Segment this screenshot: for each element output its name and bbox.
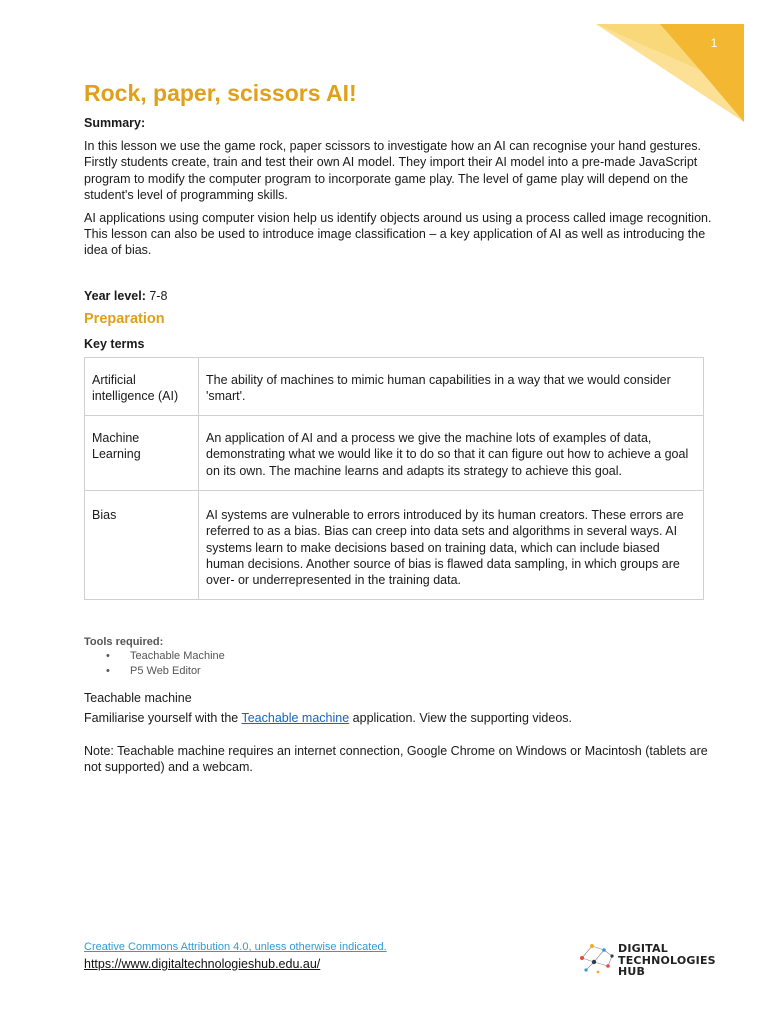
teachable-machine-heading: Teachable machine [84,690,192,705]
table-row [85,415,704,490]
logo-line: TECHNOLOGIES [618,953,716,967]
definition-cell: An application of AI and a process we give the machine lots of examples of data, demonstrating what we would like it to do so that it can figure out how to achieve a goal on its own. The machine learns and adapts its strategy to achieve this goal. [199,415,704,490]
familiarise-text: application. View the supporting videos. [349,710,573,725]
term-cell: Artificial intelligence (AI) [85,357,199,415]
definition-cell: AI systems are vulnerable to errors introduced by its human creators. These errors are referred to as a bias. Bias can creep into data sets and algorithms in several ways. AI systems learn to make decisions based on training data, which can include biased human decisions. Another source of bias is flawed data sampling, in which groups are over- or underrepresented in the training data. [199,490,704,599]
tool-name: Teachable Machine [130,649,225,662]
key-terms-label: Key terms [84,336,145,351]
license-link[interactable]: Creative Commons Attribution 4.0, unless otherwise indicated. [84,941,387,953]
document-body [84,78,720,776]
key-terms-table [84,357,704,600]
logo-line: HUB [618,965,646,978]
summary-label: Summary: [84,116,146,130]
term-cell: Bias [85,490,199,599]
website-link[interactable]: https://www.digitaltechnologieshub.edu.au/ [84,957,321,971]
page-title: Rock, paper, scissors AI! [84,80,357,106]
tool-name: P5 Web Editor [130,664,201,677]
tools-list [84,649,720,679]
tools-section [84,636,720,679]
definition-cell: The ability of machines to mimic human capabilities in a way that we would consider 'smart'. [199,357,704,415]
bullet-icon: • [106,649,110,662]
year-level [84,289,720,303]
familiarise-text: Familiarise yourself with the [84,710,242,725]
familiarise-paragraph [84,711,720,725]
teachable-machine-link[interactable]: Teachable machine [241,710,350,725]
list-item [84,664,720,679]
digital-technologies-hub-logo [578,940,718,980]
network-logo-icon [578,940,616,976]
year-level-label: Year level: [84,288,146,303]
term-cell: Machine Learning [85,415,199,490]
summary-paragraph: In this lesson we use the game rock, paper scissors to investigate how an AI can recognise your hand gestures. Firstly students create, train and test their own AI model. They import their AI model into a pre-made JavaScript program to modify the computer program to incorporate game play. The level of game play will depend on the student's level of programming skills. [84,139,702,203]
table-row [85,357,704,415]
logo-line: DIGITAL [618,942,668,955]
bullet-icon: • [106,664,110,677]
preparation-heading: Preparation [84,310,165,327]
note-paragraph: Note: Teachable machine requires an internet connection, Google Chrome on Windows or Macintosh (tablets are not supported) and a webcam. [84,743,708,775]
year-level-value: 7-8 [149,288,168,303]
tools-label: Tools required: [84,635,164,648]
page-number: 1 [710,36,718,50]
table-row [85,490,704,599]
summary-paragraph: AI applications using computer vision help us identify objects around us using a process called image recognition. This lesson can also be used to introduce image classification – a key application of AI as well as introducing the idea of bias. [84,210,712,258]
logo-text [618,943,716,978]
list-item [84,649,720,664]
